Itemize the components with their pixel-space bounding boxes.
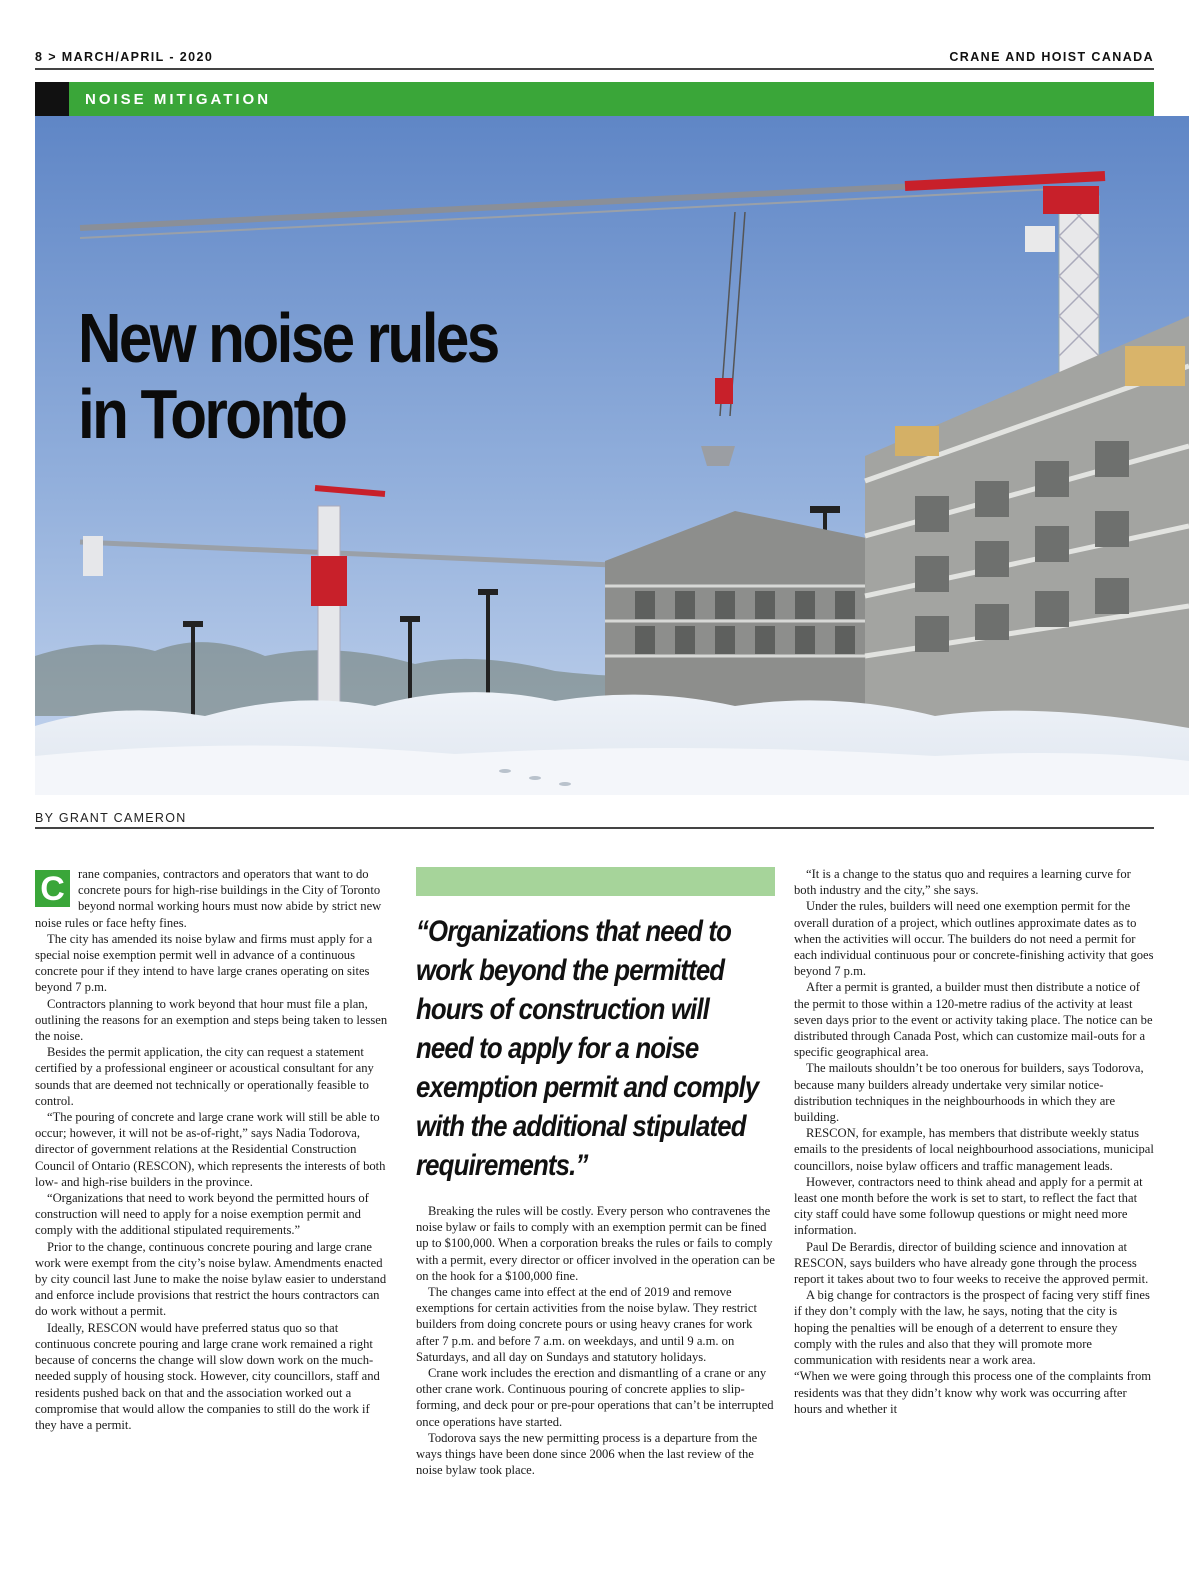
- paragraph: The changes came into effect at the end of 2019 and remove exemptions for certain activities from the noise bylaw. They restrict builders from doing concrete pours or using heavy cranes for work after 7 p.m. and before 7 a.m. on weekdays, and until 9 a.m. on Saturdays, and all day on Sundays and statutory holidays.: [416, 1285, 757, 1364]
- paragraph: The city has amended its noise bylaw and firms must apply for a special noise exemption permit well in advance of a continuous concrete pour if they intend to have large cranes operating on sites beyond 7 p.m.: [35, 931, 373, 995]
- paragraph: RESCON, for example, has members that distribute weekly status emails to the presidents of local neighbourhood associations, municipal councillors, noise bylaw officers and traffic management leads.: [794, 1126, 1154, 1173]
- headline-line-2: in Toronto: [78, 375, 346, 453]
- article-headline: [78, 300, 525, 452]
- paragraph: Paul De Berardis, director of building science and innovation at RESCON, says builders who have already gone through the process report it takes about two to four weeks to receive the approved permit.: [794, 1239, 1149, 1287]
- article-column-2: [416, 1203, 776, 1478]
- publication-name: CRANE AND HOIST CANADA: [949, 50, 1154, 64]
- paragraph: “It is a change to the status quo and requires a learning curve for both industry and the city,” she says.: [794, 867, 1131, 898]
- paragraph: Todorova says the new permitting process is a departure from the ways things have been done since 2006 when the last review of the noise bylaw took place.: [416, 1430, 758, 1478]
- paragraph: Breaking the rules will be costly. Every person who contravenes the noise bylaw or fails to comply with an exemption permit can be fined up to $100,000. When a corporation breaks the rules or fails to comply with a permit, every director or officer involved in the operation can be on the hook for a $100,000 fine.: [416, 1204, 775, 1283]
- headline-line-1: New noise rules: [78, 299, 498, 377]
- paragraph: “Organizations that need to work beyond the permitted hours of construction will need to apply for a noise exemption permit and comply with the additional stipulated requirements.”: [35, 1191, 369, 1238]
- section-banner-tab: [35, 82, 69, 116]
- paragraph: rane companies, contractors and operators that want to do concrete pours for high-rise buildings in the City of Toronto beyond normal working hours must now abide by strict new noise rules or face hefty fines.: [35, 867, 382, 930]
- paragraph: Under the rules, builders will need one exemption permit for the overall duration of a project, which outlines approximate dates as to when the activities will occur. The builders do not need a permit for each individual continuous pour or concrete-finishing activity that goes beyond 7 p.m.: [794, 899, 1154, 979]
- pull-quote: “Organizations that need to work beyond the permitted hours of construction will need to apply for a noise exemption permit and comply with the additional stipulated requirements.”: [416, 915, 759, 1182]
- paragraph: “When we were going through this process one of the complaints from residents was that they didn’t know why work was occurring after hours and whether it: [794, 1369, 1152, 1416]
- paragraph: Prior to the change, continuous concrete pouring and large crane work were exempt from the city’s noise bylaw. Amendments enacted by city council last June to make the noise bylaw easier to understand and enforce include provisions that restrict the hours contractors can do work without a permit.: [35, 1239, 387, 1319]
- section-label: NOISE MITIGATION: [85, 91, 272, 108]
- article-column-1: [35, 866, 389, 1433]
- byline-divider: [35, 827, 1154, 829]
- pull-quote-accent-bar: [416, 867, 775, 896]
- paragraph: The mailouts shouldn’t be too onerous for builders, says Todorova, because many builders already undertake very similar notice-distribution techniques in the neighbourhoods in which they are building.: [794, 1061, 1144, 1125]
- issue-folio: 8 > MARCH/APRIL - 2020: [35, 50, 214, 64]
- article-column-3: [794, 866, 1154, 1417]
- section-banner: [35, 82, 1154, 116]
- paragraph: Besides the permit application, the city can request a statement certified by a professional engineer or acoustical consultant for any sounds that are deemed not technically or operationally feasible to control.: [35, 1045, 374, 1108]
- paragraph: “The pouring of concrete and large crane work will still be able to occur; however, it will not be as-of-right,” says Nadia Todorova, director of government relations at the Residential Construction Council of Ontario (RESCON), which represents the interests of both low- and high-rise builders in the province.: [35, 1110, 386, 1189]
- header-divider: [35, 68, 1154, 70]
- paragraph: A big change for contractors is the prospect of facing very stiff fines if they don’t comply with the law, he says, noting that the city is hoping the penalties will be enough of a deterrent to ensure they comply with the rules and also that they will promote more communication with residents near a work area.: [794, 1288, 1150, 1368]
- paragraph: Ideally, RESCON would have preferred status quo so that continuous concrete pouring and large crane work remained a right because of concerns the change will slow down work on the much-needed supply of housing stock. However, city councillors, staff and residents pushed back on that and the association worked out a compromise that would allow the companies to still do the work if they have a permit.: [35, 1320, 380, 1432]
- byline: BY GRANT CAMERON: [35, 811, 187, 825]
- paragraph: Crane work includes the erection and dismantling of a crane or any other crane work. Continuous pouring of concrete applies to slip-forming, and deck pour or pre-pour operations that can’t be interrupted once operations have started.: [416, 1366, 774, 1429]
- paragraph: However, contractors need to think ahead and apply for a permit at least one month before the work is set to start, to reflect the fact that city staff could have some followup questions or might need more information.: [794, 1174, 1143, 1238]
- drop-cap: C: [35, 870, 70, 907]
- paragraph: Contractors planning to work beyond that hour must file a plan, outlining the reasons for an exemption and steps being taken to lessen the noise.: [35, 996, 388, 1044]
- paragraph: After a permit is granted, a builder must then distribute a notice of the permit to those within a 120-metre radius of the activity at least seven days prior to the event or activity taking place. The notice can be distributed through Canada Post, which can customize mail-outs for a specific geographical area.: [794, 980, 1153, 1060]
- hero-photo: [35, 116, 1189, 795]
